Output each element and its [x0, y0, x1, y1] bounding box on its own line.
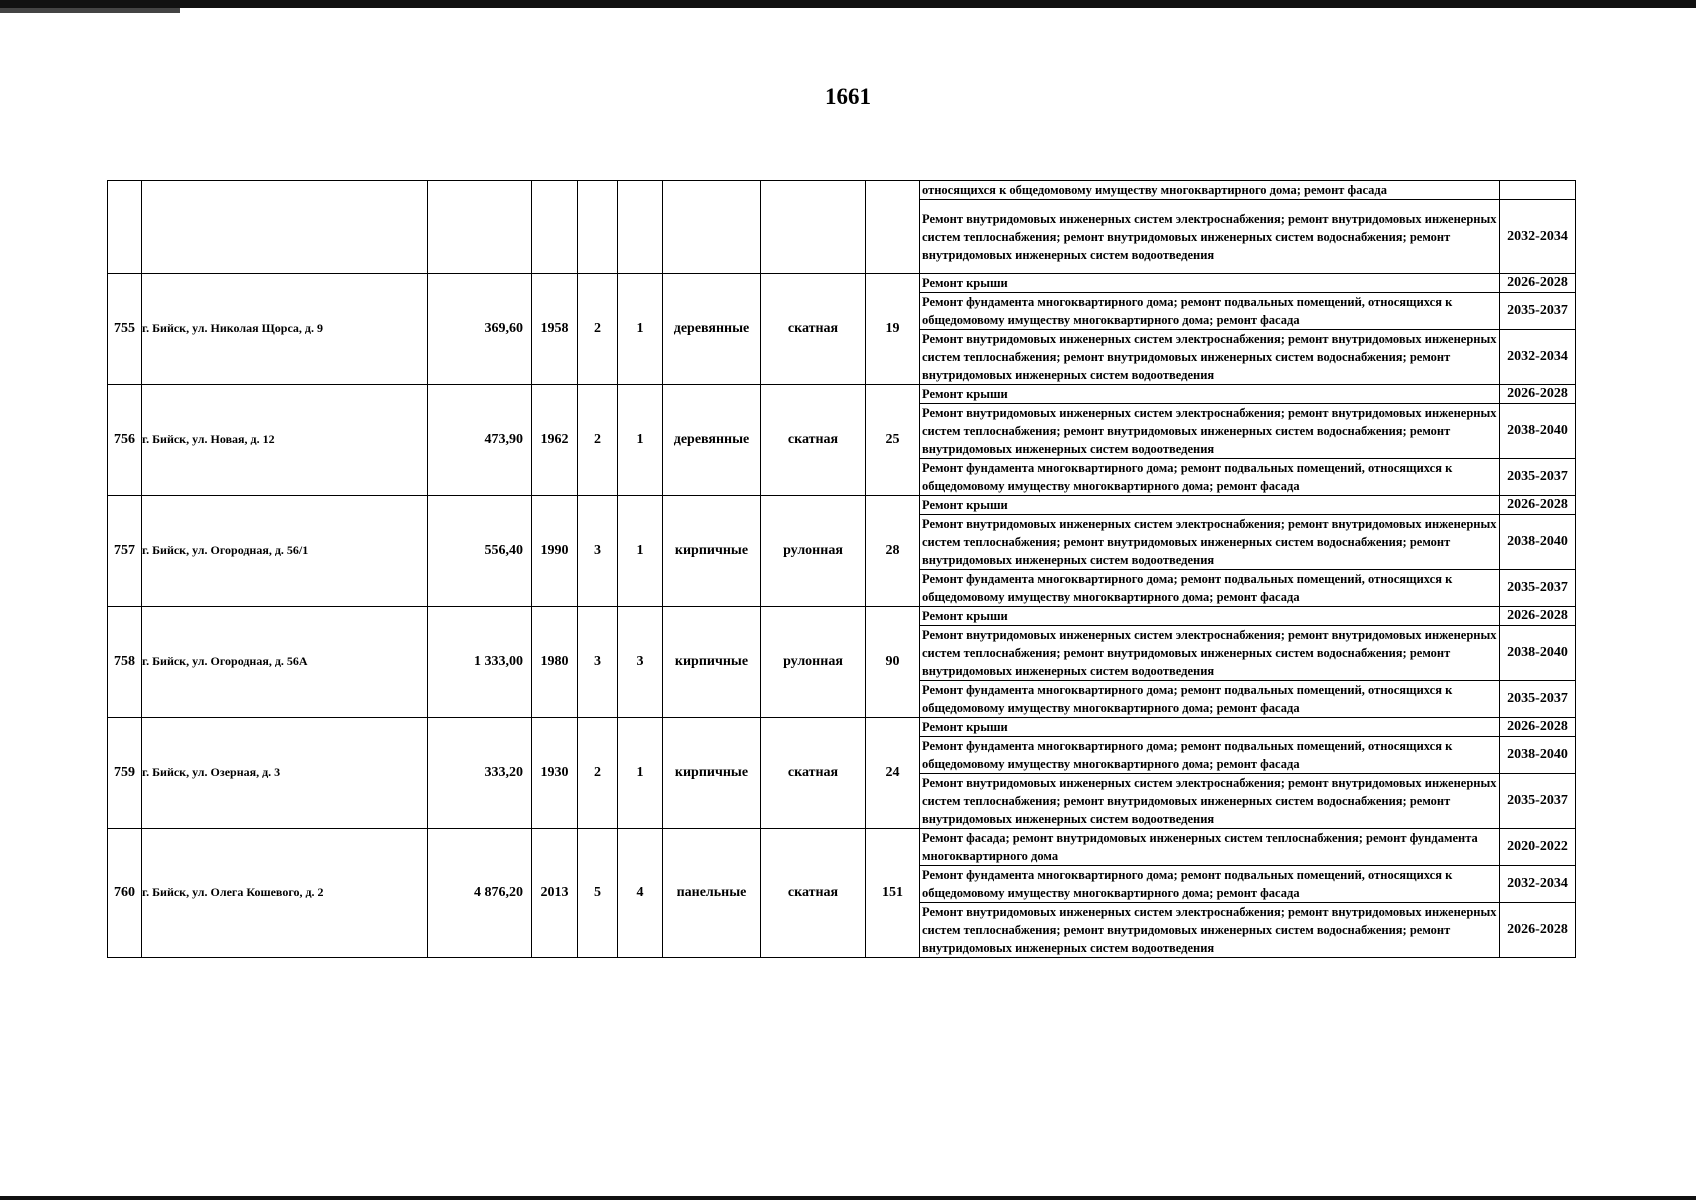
cell-area: 473,90 [428, 385, 532, 496]
cell-walls: кирпичные [663, 607, 761, 718]
cell-entrances: 1 [618, 274, 663, 385]
cell-floors: 3 [578, 607, 618, 718]
work-description: Ремонт внутридомовых инженерных систем электроснабжения; ремонт внутридомовых инженерных систем теплоснабжения; ремонт внутридомовых инженерных систем водоснабжения; ремонт внутридомовых инженерных систем водоотведения [920, 404, 1500, 459]
work-description: Ремонт крыши [920, 718, 1500, 737]
cell-roof: рулонная [761, 496, 866, 607]
cell-entrances: 1 [618, 385, 663, 496]
cell-address: г. Бийск, ул. Огородная, д. 56А [142, 607, 428, 718]
continuation-row [108, 181, 1576, 200]
cell-floors: 2 [578, 718, 618, 829]
cell-roof: рулонная [761, 607, 866, 718]
table-row [108, 718, 1576, 737]
cell-floors: 2 [578, 385, 618, 496]
cell-number: 760 [108, 829, 142, 958]
housing-register-table [107, 180, 1576, 958]
work-period: 2020-2022 [1500, 829, 1576, 866]
cell-area: 333,20 [428, 718, 532, 829]
cell-roof: скатная [761, 385, 866, 496]
cell-address: г. Бийск, ул. Озерная, д. 3 [142, 718, 428, 829]
work-description: Ремонт фундамента многоквартирного дома; ремонт подвальных помещений, относящихся к общедомовому имуществу многоквартирного дома; ремонт фасада [920, 459, 1500, 496]
work-period: 2035-2037 [1500, 774, 1576, 829]
cell-area: 4 876,20 [428, 829, 532, 958]
cell-walls: кирпичные [663, 496, 761, 607]
cell-residents: 25 [866, 385, 920, 496]
work-description: Ремонт внутридомовых инженерных систем электроснабжения; ремонт внутридомовых инженерных систем теплоснабжения; ремонт внутридомовых инженерных систем водоснабжения; ремонт внутридомовых инженерных систем водоотведения [920, 903, 1500, 958]
cell-area-empty [428, 181, 532, 274]
work-description: Ремонт крыши [920, 607, 1500, 626]
work-period [1500, 181, 1576, 200]
cell-entrances: 3 [618, 607, 663, 718]
cell-floors: 2 [578, 274, 618, 385]
cell-walls: панельные [663, 829, 761, 958]
work-period: 2032-2034 [1500, 330, 1576, 385]
table-row [108, 496, 1576, 515]
work-description: относящихся к общедомовому имуществу многоквартирного дома; ремонт фасада [920, 181, 1500, 200]
cell-entrances: 4 [618, 829, 663, 958]
cell-number: 755 [108, 274, 142, 385]
cell-address: г. Бийск, ул. Николая Щорса, д. 9 [142, 274, 428, 385]
work-period: 2026-2028 [1500, 274, 1576, 293]
work-description: Ремонт внутридомовых инженерных систем электроснабжения; ремонт внутридомовых инженерных систем теплоснабжения; ремонт внутридомовых инженерных систем водоснабжения; ремонт внутридомовых инженерных систем водоотведения [920, 626, 1500, 681]
cell-residents: 28 [866, 496, 920, 607]
work-description: Ремонт внутридомовых инженерных систем электроснабжения; ремонт внутридомовых инженерных систем теплоснабжения; ремонт внутридомовых инженерных систем водоснабжения; ремонт внутридомовых инженерных систем водоотведения [920, 515, 1500, 570]
cell-area: 1 333,00 [428, 607, 532, 718]
work-period: 2035-2037 [1500, 681, 1576, 718]
work-period: 2035-2037 [1500, 293, 1576, 330]
work-period: 2035-2037 [1500, 570, 1576, 607]
scan-edge-shadow [0, 8, 180, 13]
cell-year: 1962 [532, 385, 578, 496]
cell-roof-empty [761, 181, 866, 274]
work-description: Ремонт внутридомовых инженерных систем электроснабжения; ремонт внутридомовых инженерных систем теплоснабжения; ремонт внутридомовых инженерных систем водоснабжения; ремонт внутридомовых инженерных систем водоотведения [920, 330, 1500, 385]
work-period: 2038-2040 [1500, 626, 1576, 681]
table-row [108, 385, 1576, 404]
cell-number: 759 [108, 718, 142, 829]
cell-address: г. Бийск, ул. Огородная, д. 56/1 [142, 496, 428, 607]
work-period: 2035-2037 [1500, 459, 1576, 496]
work-description: Ремонт крыши [920, 274, 1500, 293]
cell-year-empty [532, 181, 578, 274]
cell-year: 2013 [532, 829, 578, 958]
cell-address-empty [142, 181, 428, 274]
work-period: 2038-2040 [1500, 737, 1576, 774]
scan-edge-top [0, 0, 1696, 8]
cell-number: 756 [108, 385, 142, 496]
cell-walls: деревянные [663, 274, 761, 385]
cell-number: 757 [108, 496, 142, 607]
cell-floors: 3 [578, 496, 618, 607]
work-description: Ремонт фундамента многоквартирного дома; ремонт подвальных помещений, относящихся к общедомовому имуществу многоквартирного дома; ремонт фасада [920, 737, 1500, 774]
cell-residents: 90 [866, 607, 920, 718]
work-description: Ремонт фундамента многоквартирного дома; ремонт подвальных помещений, относящихся к общедомовому имуществу многоквартирного дома; ремонт фасада [920, 681, 1500, 718]
cell-walls: кирпичные [663, 718, 761, 829]
work-period: 2038-2040 [1500, 515, 1576, 570]
cell-year: 1980 [532, 607, 578, 718]
cell-year: 1958 [532, 274, 578, 385]
cell-number: 758 [108, 607, 142, 718]
table-body [108, 181, 1576, 958]
cell-residents-empty [866, 181, 920, 274]
cell-roof: скатная [761, 829, 866, 958]
work-period: 2038-2040 [1500, 404, 1576, 459]
work-description: Ремонт крыши [920, 496, 1500, 515]
cell-num-empty [108, 181, 142, 274]
scan-edge-bottom [0, 1196, 1696, 1200]
table-row [108, 829, 1576, 866]
cell-address: г. Бийск, ул. Новая, д. 12 [142, 385, 428, 496]
cell-address: г. Бийск, ул. Олега Кошевого, д. 2 [142, 829, 428, 958]
cell-entrances: 1 [618, 496, 663, 607]
cell-year: 1990 [532, 496, 578, 607]
cell-entrances: 1 [618, 718, 663, 829]
work-period: 2032-2034 [1500, 866, 1576, 903]
work-description: Ремонт фундамента многоквартирного дома; ремонт подвальных помещений, относящихся к общедомовому имуществу многоквартирного дома; ремонт фасада [920, 293, 1500, 330]
work-description: Ремонт фасада; ремонт внутридомовых инженерных систем теплоснабжения; ремонт фундамента многоквартирного дома [920, 829, 1500, 866]
work-period: 2026-2028 [1500, 607, 1576, 626]
cell-residents: 151 [866, 829, 920, 958]
cell-residents: 19 [866, 274, 920, 385]
work-period: 2026-2028 [1500, 496, 1576, 515]
cell-year: 1930 [532, 718, 578, 829]
cell-floors: 5 [578, 829, 618, 958]
work-period: 2032-2034 [1500, 200, 1576, 274]
work-description: Ремонт крыши [920, 385, 1500, 404]
cell-entrances-empty [618, 181, 663, 274]
work-description: Ремонт внутридомовых инженерных систем электроснабжения; ремонт внутридомовых инженерных систем теплоснабжения; ремонт внутридомовых инженерных систем водоснабжения; ремонт внутридомовых инженерных систем водоотведения [920, 774, 1500, 829]
work-period: 2026-2028 [1500, 903, 1576, 958]
table-row [108, 607, 1576, 626]
work-period: 2026-2028 [1500, 385, 1576, 404]
cell-walls-empty [663, 181, 761, 274]
work-description: Ремонт фундамента многоквартирного дома; ремонт подвальных помещений, относящихся к общедомовому имуществу многоквартирного дома; ремонт фасада [920, 570, 1500, 607]
cell-residents: 24 [866, 718, 920, 829]
cell-floors-empty [578, 181, 618, 274]
page-number: 1661 [825, 84, 871, 109]
cell-walls: деревянные [663, 385, 761, 496]
work-description: Ремонт внутридомовых инженерных систем электроснабжения; ремонт внутридомовых инженерных систем теплоснабжения; ремонт внутридомовых инженерных систем водоснабжения; ремонт внутридомовых инженерных систем водоотведения [920, 200, 1500, 274]
cell-area: 369,60 [428, 274, 532, 385]
work-period: 2026-2028 [1500, 718, 1576, 737]
work-description: Ремонт фундамента многоквартирного дома; ремонт подвальных помещений, относящихся к общедомовому имуществу многоквартирного дома; ремонт фасада [920, 866, 1500, 903]
cell-roof: скатная [761, 274, 866, 385]
table-row [108, 274, 1576, 293]
cell-area: 556,40 [428, 496, 532, 607]
cell-roof: скатная [761, 718, 866, 829]
